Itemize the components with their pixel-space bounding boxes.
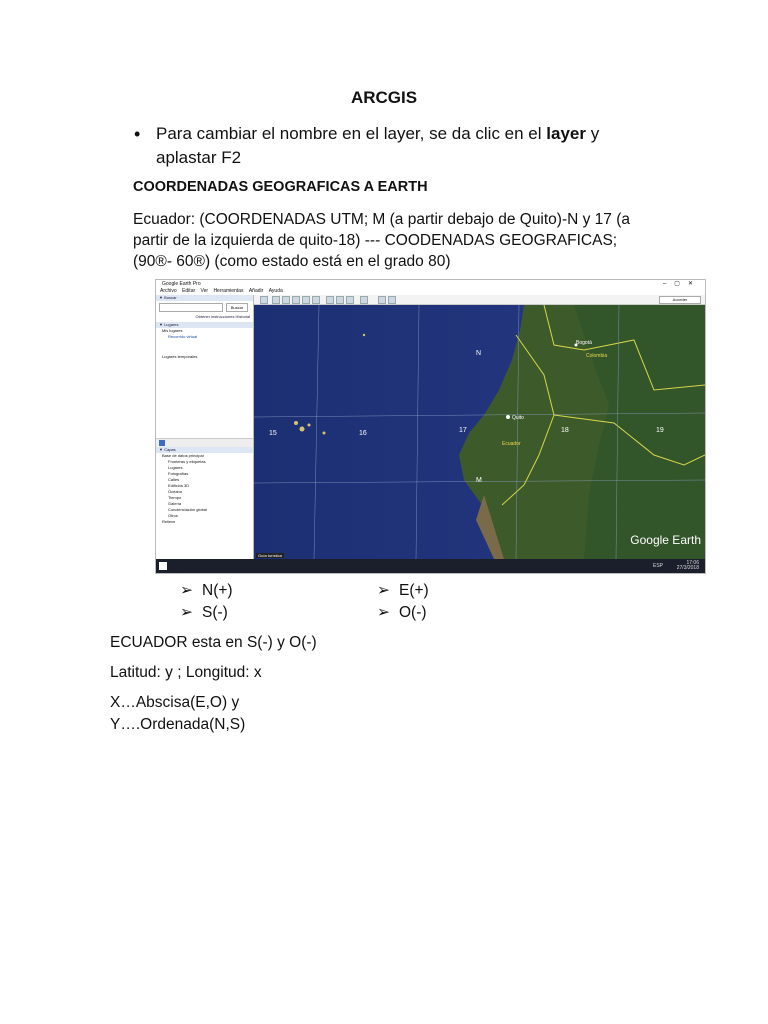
arrow-bullet-icon: ➢ [377,604,390,621]
document-title: ARCGIS [350,88,418,107]
menu-item: Ver [200,288,209,294]
hemisphere-label: N(+) [202,582,233,599]
clock-time: 17:06 [686,560,699,566]
places-header-label: Lugares [164,322,179,327]
map-label: 16 [359,430,367,437]
toolbar-icon [272,296,280,304]
map-toolbar [254,295,705,305]
section-heading: COORDENADAS GEOGRAFICAS A EARTH [133,179,428,195]
bullet-item [134,122,694,170]
panel-toolbar [156,438,253,447]
arrow-bullet-icon: ➢ [377,582,390,599]
search-input [159,303,223,312]
search-header: ▼ Buscar [156,295,253,301]
menu-item: Ayuda [268,288,283,294]
toolbar-icon [346,296,354,304]
toolbar-icon [312,296,320,304]
hemisphere-label: S(-) [202,604,228,621]
hemisphere-item [180,603,228,622]
toolbar-icon [388,296,396,304]
toolbar-icon [292,296,300,304]
layer-item: Galería [168,501,182,506]
map-label: Quito [512,415,524,421]
layer-item: Base de datos principal [162,453,204,458]
map-label: 19 [656,427,664,434]
layers-header-label: Capas [164,447,176,452]
map-label: 18 [561,427,569,434]
search-icon [159,440,165,446]
earth-map-view [254,305,705,559]
places-item: Mis lugares [162,328,183,333]
arrow-bullet-icon: ➢ [180,604,193,621]
toolbar-icon [260,296,268,304]
layer-item: Océano [168,489,183,494]
text-line: Y….Ordenada(N,S) [110,716,246,733]
menu-item: Editar [182,288,196,294]
text-line: Latitud: y ; Longitud: x [110,664,262,681]
places-spacer [156,360,253,438]
window-titlebar [156,280,705,288]
menu-item: Añadir [248,288,264,294]
toolbar-icon [360,296,368,304]
search-button: Buscar [226,303,248,312]
taskbar-language: ESP [652,563,663,569]
bullet-bold-word: layer [546,124,586,143]
text-line: X…Abscisa(E,O) y [110,694,240,711]
acceder-button: Acceder [659,296,701,304]
search-row [156,301,253,314]
layer-item: Relieve [162,519,176,524]
clock-date: 27/3/2018 [676,565,699,571]
toolbar-icon [336,296,344,304]
map-label: Bogotá [576,340,592,346]
layer-item: Calles [168,477,180,482]
bullet-text-part: Para cambiar el nombre en el layer, se da clic en el [156,124,547,143]
menu-item: Herramientas [213,288,244,294]
sidebar-panel [156,295,254,559]
layer-item: Fronteras y etiquetas [168,459,206,464]
places-item: Lugares temporales [162,354,198,359]
hemisphere-item [377,581,429,600]
map-label: Ecuador [502,441,521,447]
hemisphere-label: O(-) [399,604,427,621]
hemisphere-item [180,581,233,600]
bullet-text-line2: aplastar F2 [156,148,242,167]
places-item: Recorrido virtual [168,334,198,339]
layer-item: Tiempo [168,495,182,500]
window-title: Google Earth Pro [162,281,201,287]
layer-item: Lugares [168,465,183,470]
paragraph-line: (90®- 60®) (como estado está en el grado 80) [133,253,451,270]
toolbar-icon [282,296,290,304]
window-controls-icon: –▢✕ [662,281,701,287]
toolbar-icon [302,296,310,304]
map-label: 15 [269,430,277,437]
bullet-dot: • [134,124,141,144]
google-earth-screenshot [155,279,706,574]
hemisphere-item [377,603,427,622]
bullet-text [134,122,694,170]
map-label: N [476,350,482,357]
layer-item: Edificios 3D [168,483,190,488]
map-label: M [476,477,482,484]
hemisphere-label: E(+) [399,582,429,599]
instructions-links: Obtener instrucciones Historial [195,314,250,319]
layer-item: Concienciación global [168,507,207,512]
map-graphic [254,305,705,559]
map-label: 17 [459,427,467,434]
google-earth-logo: Google Earth [630,533,701,547]
map-label: Colombia [586,353,608,359]
layer-item: Otros [168,513,178,518]
layer-item: Fotografías [168,471,189,476]
menu-bar [156,288,705,295]
places-header: ▼ Lugares [156,322,253,328]
windows-start-icon [159,562,167,570]
taskbar-tooltip: Guía turística [258,553,282,558]
search-header-label: Buscar [164,295,177,300]
toolbar-icon [378,296,386,304]
menu-item: Archivo [160,288,177,294]
bullet-text-part: y [585,124,600,143]
layers-header: ▼ Capas [156,447,253,453]
paragraph-line: partir de la izquierda de quito-18) --- COODENADAS GEOGRAFICAS; [133,232,618,249]
paragraph-line: Ecuador: (COORDENADAS UTM; M (a partir debajo de Quito)-N y 17 (a [133,211,631,228]
paragraph [133,209,673,272]
taskbar-clock [677,561,699,571]
windows-taskbar [156,553,705,573]
text-line: ECUADOR esta en S(-) y O(-) [110,634,317,651]
toolbar-icon [326,296,334,304]
arrow-bullet-icon: ➢ [180,582,193,599]
